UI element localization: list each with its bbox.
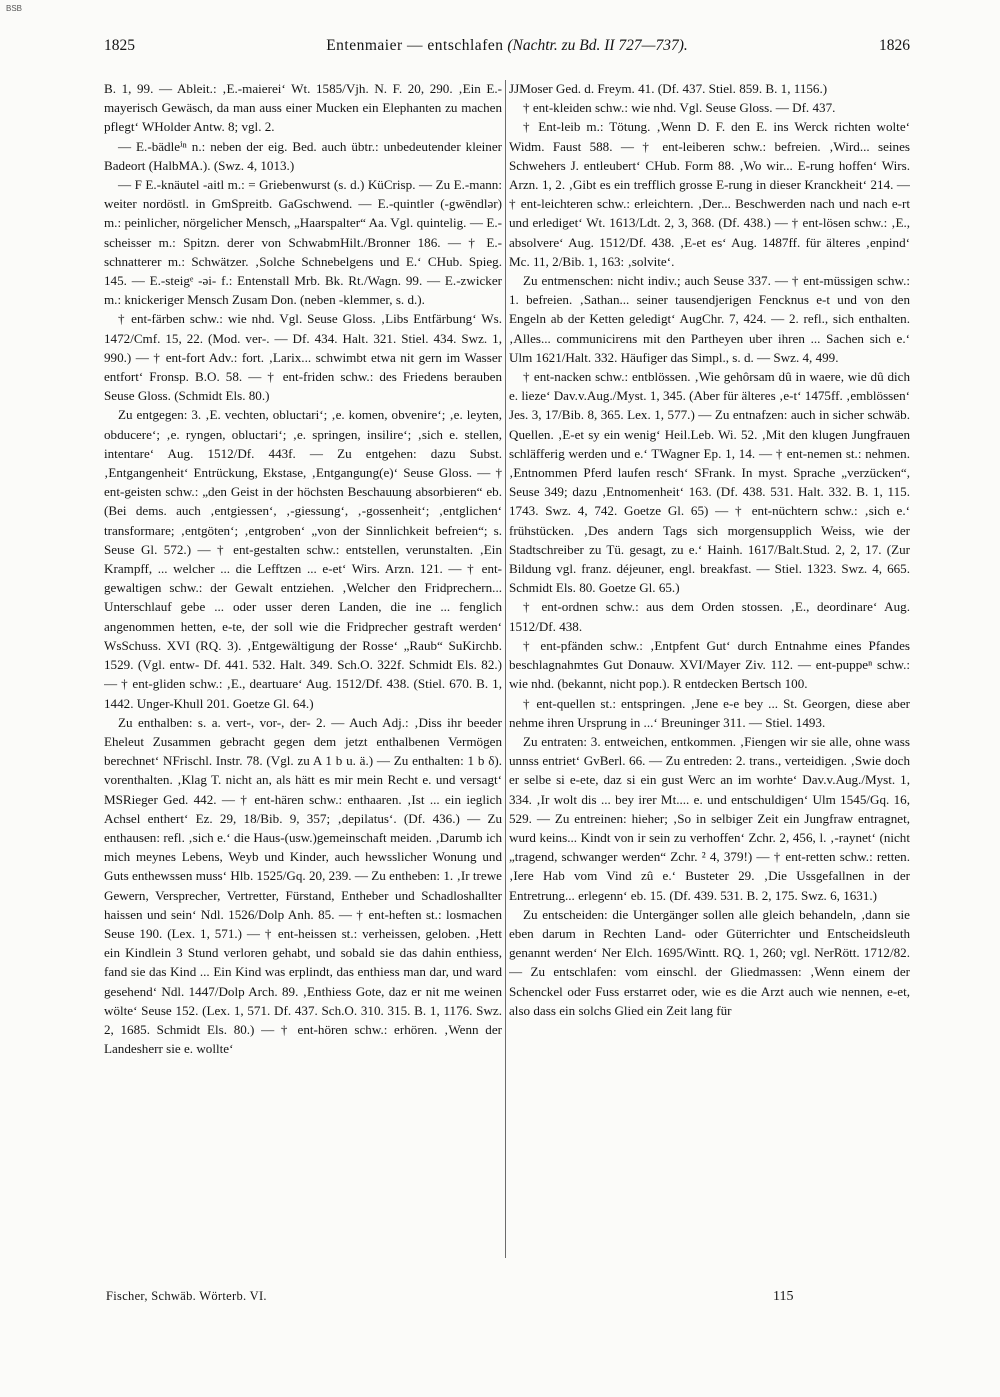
header-title <box>104 37 910 55</box>
footer-signature: Fischer, Schwäb. Wörterb. VI. <box>106 1289 267 1303</box>
left-paragraph-2: — E.-bädleⁱⁿ n.: neben der eig. Bed. auch übtr.: unbedeutender kleiner Badeort (HalbMA.). (Swz. 4, 1013.) <box>104 138 502 173</box>
page-number-right: 1826 <box>879 37 910 54</box>
column-divider <box>505 80 506 1258</box>
right-paragraph-3: † Ent-leib m.: Tötung. ‚Wenn D. F. den E. ins Werck richten wolteʻ Widm. Faust 588. — † ent-leiberen schw.: befreien. ‚Wird... seines Schwehers J. entleubertʻ CHub. Form 88. ‚Wo wir... E-rung hoffenʻ Wirs. Arzn. 1, 2. ‚Gibt es ein trefflich grosse E-rung in dieser Kranckheitʻ 214. — † ent-leichteren schw.: erleichtern. ‚Der... Beschwerden nach und nach e-rt und erlediget‘ Wt. 1613/Ldt. 2, 3, 368. (Df. 438.) — † ent-lösen schw.: ‚E., absolvereʻ Aug. 1512/Df. 438. ‚E-et esʻ Aug. 1487ff. für älteres ‚enpindʻ Mc. 11, 2/Bib. 1, 163: ‚solviteʻ. <box>509 119 910 269</box>
right-paragraph-8: † ent-quellen st.: entspringen. ‚Jene e-e bey ... St. Georgen, diese aber nehme ihren Ursprung in ...ʻ Breuninger 311. — Stiel. 1493. <box>509 695 910 730</box>
right-paragraph-5: † ent-nacken schw.: entblössen. ‚Wie gehôrsam dû in waere, wie dû dich e. liezeʻ Dav.v.Aug./Myst. 1, 345. (Aber für älteres ‚e-tʻ 1475ff. ‚emblössenʻ Jes. 3, 17/Bib. 8, 365. Lex. 1, 577.) — Zu entnafzen: auch in sicher schwäb. Quellen. ‚E-et sy ein wenigʻ Heil.Leb. Wi. 52. ‚Mit den klugen Jungfrauen schläfferig werden und e.ʻ TWagner Ep. 1, 14. — † ent-nemen st.: nehmen. ‚Entnommen Pferd laufen reschʻ SFrank. In myst. Sprache „verzücken“, Seuse 349; dazu ‚Entnomenheitʻ 163. (Df. 438. 531. Halt. 332. B. 1, 115. 1743. Swz. 4, 742. Goetze Gl. 65) — † ent-nüchtern schw.: ‚sich e.ʻ frühstücken. ‚Des andern Tags sich morgensupplich Weiss, wie der Stadtschreiber zu Tü. gesagt, zu e.ʻ Hainh. 1617/Balt.Stud. 2, 2, 17. (Zur Bildung vgl. franz. déjeuner, engl. breakfast. — Stiel. 1323. Swz. 4, 665. Schmidt Els. 80. Goetze Gl. 65.) <box>509 369 910 596</box>
footer-sheet-number: 115 <box>773 1289 794 1304</box>
right-paragraph-9: Zu entraten: 3. entweichen, entkommen. ‚Fiengen wir sie alle, ohne wass unnss entrietʻ GvBerl. 66. — Zu entreden: 2. trans., verteidigen. ‚Swie doch er selbe si e-ete, daz si ein gust Werc an im worhteʻ Dav.v.Aug./Myst. 1, 334. ‚Ir wolt dis ... bey irer Mt.... e. und entschuldigenʻ Ulm 1545/Gq. 16, 529. — Zu entreinen: hieher; ‚So in selbiger Zeit ein Jungfraw entragnet, wurd keins... Kindt von ir sein zu verhoffenʻ Zchr. 2, 456, l. ‚-raynetʻ (nicht „tragend, schwanger werden“ Zchr. ² 4, 379!) — † ent-retten schw.: retten. ‚Iere Hab vom Vind zû e.ʻ Busteter 29. ‚Die Ussgefallnen in der Entretrung... erlegennʻ eb. 15. (Df. 439. 531. B. 2, 175. Swz. 6, 1631.) <box>509 733 910 903</box>
page-number-left: 1825 <box>104 37 135 54</box>
header-title-reference: (Nachtr. zu Bd. II 727—737). <box>507 37 688 54</box>
right-paragraph-2: † ent-kleiden schw.: wie nhd. Vgl. Seuse Gloss. — Df. 437. <box>523 100 836 116</box>
right-paragraph-7: † ent-pfänden schw.: ‚Entpfent Gutʻ durch Entnahme eines Pfandes beschlagnahmtes Gut Donauw. XVI/Mayer Ziv. 112. — ent-puppeⁿ schw.: wie nhd. (bekannt, nicht pop.). R entdecken Bertsch 100. <box>509 637 910 692</box>
library-stamp: BSB <box>6 4 23 13</box>
left-paragraph-4: † ent-färben schw.: wie nhd. Vgl. Seuse Gloss. ‚Libs Entfärbungʻ Ws. 1472/Cmf. 15, 22. (Mod. ver-. — Df. 434. Halt. 321. Stiel. 434. Swz. 1, 990.) — † ent-fort Adv.: fort. ‚Larix... schwimbt etwa nit gern im Wasser entfortʻ Fronsp. B.O. 58. — † ent-friden schw.: des Friedens berauben Seuse Gloss. (Schmidt Els. 80.) <box>104 311 502 404</box>
left-paragraph-1: B. 1, 99. — Ableit.: ‚E.-maiereiʻ Wt. 1585/Vjh. N. F. 20, 290. ‚Ein E.-mayerisch Gewäsch, da man auss einer Mucken ein Elephanten zu machen pflegtʻ WHolder Antw. 8; vgl. 2. <box>104 81 502 135</box>
left-paragraph-6: Zu enthalben: s. a. vert-, vor-, der- 2. — Auch Adj.: ‚Diss ihr beeder Eheleut Zusammen gebracht gegen dem jetzt enthalbenen Vermögen berechnetʻ NFrischl. Instr. 78. (Vgl. zu A 1 b u. ä.) — Zu enthalten: 1 b δ). vorenthalten. ‚Klag T. nicht an, als hätt es mir mein Recht e. und versagtʻ MSRieger Ged. 442. — † ent-hären schw.: enthaaren. ‚Ist ... ein ieglich Achsel enthertʻ Ez. 29, 18/Bib. 9, 357; ‚depilatusʻ. (Df. 436.) — Zu enthausen: refl. ‚sich e.ʻ die Haus-(usw.)gemeinschaft meiden. ‚Darumb ich mich meynes Lebens, Weyb und Kinder, auch hewsslicher Wonung und Guts enthewssen mussʻ Hlb. 1525/Gq. 20, 239. — Zu entheben: 1. ‚Ir trewe Gewern, Versprecher, Vertretter, Fürstand, Entheber und Schadloshallter haissen und seinʻ Ndl. 1526/Dolp Anh. 85. — † ent-heften st.: losmachen Seuse 190. (Lex. 1, 571.) — † ent-heissen st.: verheissen, geloben. ‚Hett ein Kindlein 3 Stund verloren gehabt, und sobald sie das dahin enthiess, fand sie das Kind ... Ein Kind was erplindt, das enthiess man dar, und ward gesehendʻ Ndl. 1447/Dolp Arch. 89. ‚Enthiess Gote, daz er nit me weinen wölteʻ Seuse 152. (Lex. 1, 571. Df. 437. Sch.O. 310. 315. B. 1, 1176. Swz. 2, 1685. Schmidt Els. 80.) — † ent-hören schw.: erhören. ‚Wenn der Landesherr sie e. wollteʻ <box>104 714 502 1057</box>
header-title-main: Entenmaier — entschlafen <box>326 37 504 54</box>
right-paragraph-10: Zu entscheiden: die Untergänger sollen alle gleich behandeln, ‚dann sie eben darum in Rechten Land- oder Güterrichter und Entscheidsleuth genannt werdenʻ Ner Elch. 1695/Wintt. RQ. 1, 260; vgl. NerRött. 1712/82. — Zu entschlafen: vom einschl. der Gliedmassen: ‚Wenn einem der Schenckel oder Fuss erstarret oder, wie es die Arzt auch wie nennen, e-et, also dass ein solchs Glied ein Zeit lang für <box>509 906 910 1018</box>
right-paragraph-4: Zu entmenschen: nicht indiv.; auch Seuse 337. — † ent-müssigen schw.: 1. befreien. ‚Sathan... seiner tausendjerigen Fencknus e-t und von den Engeln ab der Ketten geledigtʻ AugChr. 7, 424. — 2. refl., sich enthalten. ‚Alles... communicirens mit den Partheyen uber ihren ... Sachen sich e.ʻ Ulm 1621/Halt. 332. Häufiger das Simpl., s. d. — Swz. 4, 499. <box>509 273 910 365</box>
right-paragraph-1: JJMoser Ged. d. Freym. 41. (Df. 437. Stiel. 859. B. 1, 1156.) <box>509 81 828 96</box>
left-paragraph-5: Zu entgegen: 3. ‚E. vechten, obluctariʻ; ‚e. komen, obvenireʻ; ‚e. leyten, obducereʻ; ‚e. ryngen, obluctariʻ; ‚e. springen, insilireʻ; ‚sich e. stellen, intentareʻ Aug. 1512/Df. 443f. — Zu entgehen: dazu Subst. ‚Entgangenheitʻ Entrückung, Ekstase, ‚Entgangung(e)ʻ Seuse Gloss. — † ent-geisten schw.: „den Geist in der höchsten Beschauung absorbieren“ eb. (Bei dems. auch ‚entgiessenʻ, ‚-giessungʻ, ‚-gossenheitʻ; ‚entglichenʻ transformare; ‚entgötenʻ; ‚entgrobenʻ „von der Sinnlichkeit befreien“; s. Seuse Gl. 572.) — † ent-gestalten schw.: entstellen, verunstalten. ‚Ein Krampff, ... welcher ... die Lefftzen ... e-etʻ Wirs. Arzn. 121. — † ent-gewaltigen schw.: der Gewalt entziehen. ‚Welcher den Fridprechern... Unterschlauf gebe ... oder usser deren Landen, die ine ... fenglich angenommen hetten, e-te, der soll wie die Fridprecher gestraft werdenʻ WsSchuss. XVI (RQ. 3). ‚Entgewältigung der Rosseʻ „Raub“ SuKirchb. 1529. (Vgl. entw- Df. 441. 532. Halt. 349. Sch.O. 322f. Schmidt Els. 82.) — † ent-gliden schw.: ‚E., deartuareʻ Aug. 1512/Df. 438. (Stiel. 670. B. 1, 1442. Unger-Khull 201. Goetze Gl. 64.) <box>104 407 502 711</box>
right-column <box>509 79 910 1260</box>
right-paragraph-6: † ent-ordnen schw.: aus dem Orden stossen. ‚E., deordinareʻ Aug. 1512/Df. 438. <box>509 599 910 634</box>
left-column <box>104 79 502 1260</box>
left-paragraph-3: — F E.-knäutel -aitl m.: = Griebenwurst (s. d.) KüCrisp. — Zu E.-mann: weiter nordöstl. in GmSpreitb. GaGschwend. — E.-quintler (-gwēndlər) m.: peinlicher, nörgelicher Mensch, „Haarspalter“ Aa. Vgl. quintelig. — E.-scheisser m.: Spitzn. derer von SchwabmHilt./Bronner 186. — † E.-schnatterer m.: Schwätzer. ‚Solche Schnebelgens und E.ʻ CHub. Spieg. 145. — E.-steigᵉ -əi- f.: Entenstall Mrb. Bk. Rt./Wagn. 99. — E.-zwicker m.: knickeriger Mensch Zusam Don. (neben -klemmer, s. d.). <box>104 177 502 308</box>
